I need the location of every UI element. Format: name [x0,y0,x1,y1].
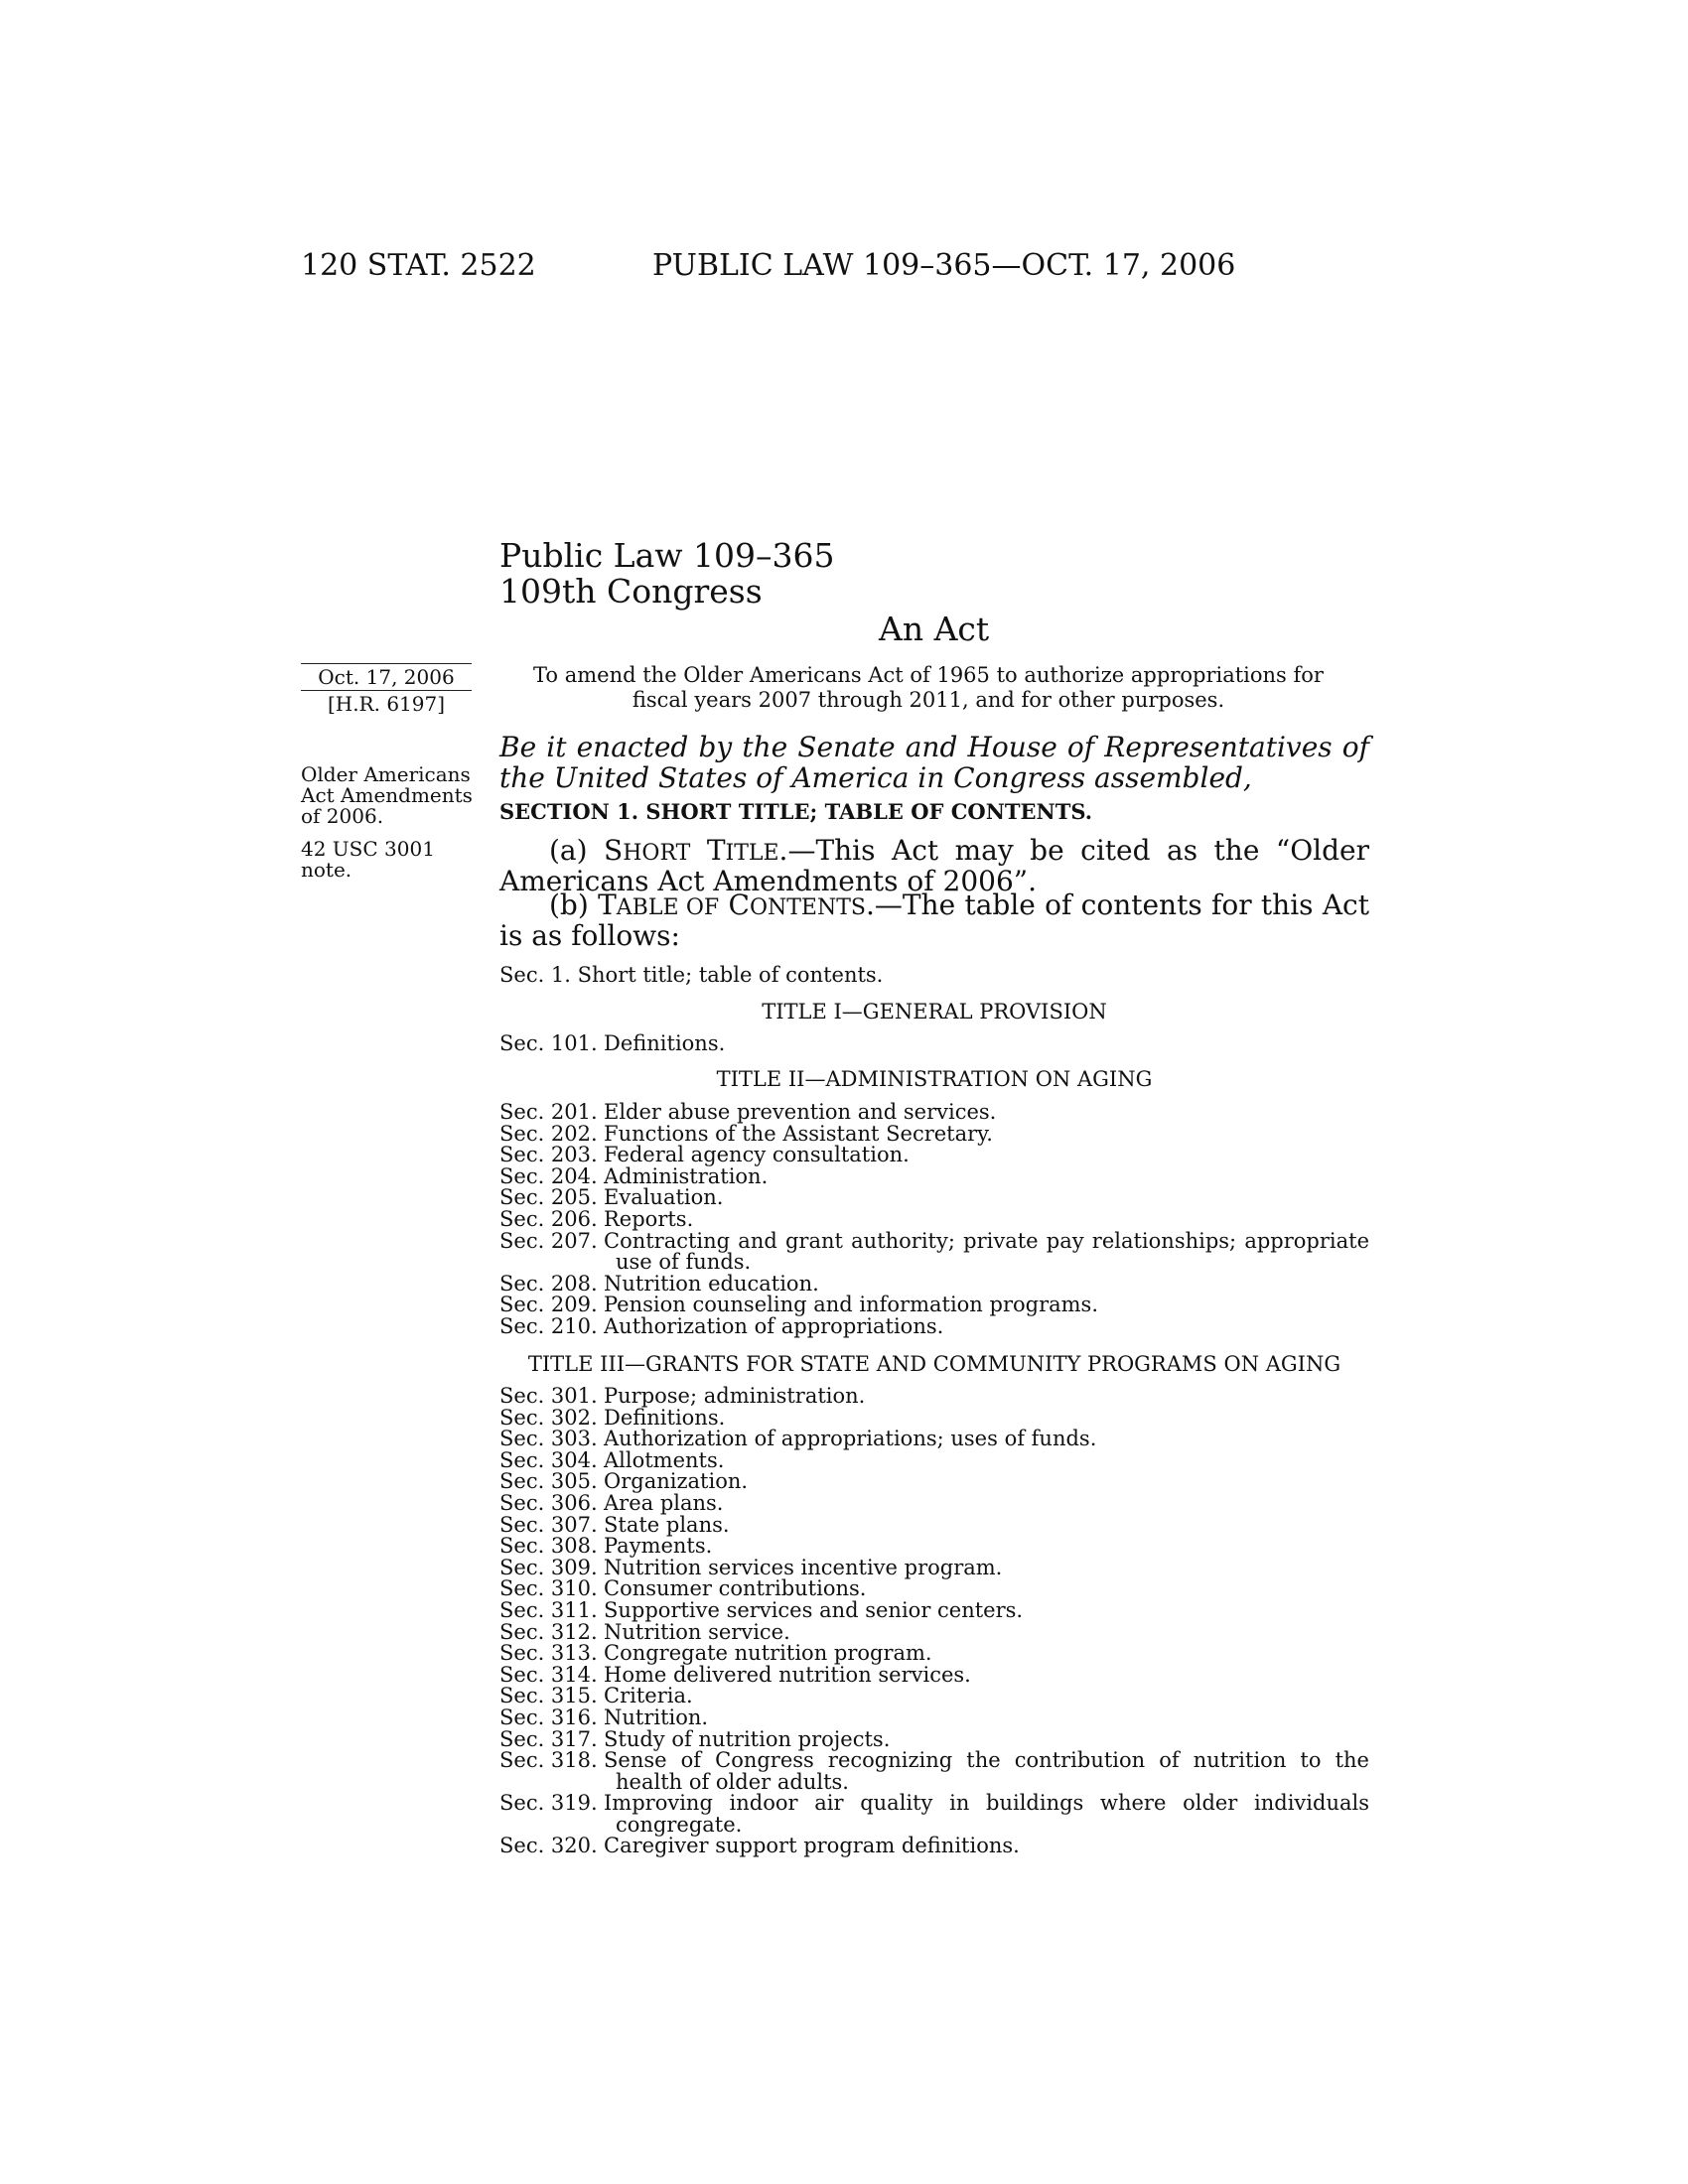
public-law-number: Public Law 109–365 [499,536,835,575]
toc-entry-number: Sec. 201. [499,1100,598,1124]
toc-entry [499,1228,1369,1275]
para-a-heading-rest-2: ITLE [725,841,779,866]
toc-entry-title: Supportive services and senior centers. [604,1597,1024,1622]
toc-entry-title: Evaluation. [604,1185,724,1210]
toc-entry [499,1750,1369,1793]
toc-entry [499,1102,1369,1124]
toc-section-1: Sec. 1. Short title; table of contents. [499,963,884,987]
toc-entry [499,1707,1369,1729]
toc-entry-title: Authorization of appropriations; uses of funds. [604,1427,1097,1451]
toc-entry [499,1836,1369,1857]
toc-entry-title: Home delivered nutrition services. [604,1662,971,1687]
toc-entry-number: Sec. 310. [499,1576,598,1601]
toc-entry-title: Organization. [604,1469,749,1494]
toc-entry-number: Sec. 317. [499,1726,598,1751]
toc-entry [499,1726,1369,1751]
para-a-text: .—This Act may be cited as the “Older Americans Act Amendments of 2006”. [499,834,1370,897]
toc-entry-title: Nutrition. [604,1705,709,1729]
toc-entry-title: Congregate nutrition program. [604,1641,932,1666]
toc-entry-title: Area plans. [604,1490,724,1515]
toc-entry-number: Sec. 311. [499,1597,598,1622]
toc-entry [499,1793,1369,1836]
toc-entry-number: Sec. 208. [499,1271,598,1296]
toc-entry-title: Pension counseling and information programs. [604,1293,1098,1317]
toc-entry-title: Nutrition education. [604,1271,819,1296]
toc-entry-number: Sec. 301. [499,1384,598,1408]
toc-entry [499,1447,1369,1472]
toc-entry [499,1643,1369,1665]
toc-entry [499,1597,1369,1622]
toc-entry [499,1555,1369,1579]
congress-number: 109th Congress [499,572,763,611]
toc-entry-number: Sec. 316. [499,1705,598,1729]
toc-entry-number: Sec. 308. [499,1534,598,1559]
toc-entry [499,1313,1369,1338]
toc-title-3-heading: TITLE III—GRANTS FOR STATE AND COMMUNITY PROGRAMS ON AGING [527,1352,1341,1376]
toc-entry-number: Sec. 315. [499,1684,598,1708]
toc-entry-title: Administration. [604,1163,769,1188]
toc-entry [499,1386,1369,1408]
toc-entry-number: Sec. 207. [499,1228,598,1253]
enactment-date: Oct. 17, 2006 [301,663,472,689]
toc-entry [499,1121,1369,1146]
toc-entry-number: Sec. 307. [499,1512,598,1537]
toc-entry [499,1512,1369,1537]
toc-entry [499,1619,1369,1644]
toc-entry-title: Sense of Congress recognizing the contribution of nutrition to the health of older adults. [604,1748,1369,1794]
toc-title-2-list [499,1102,1369,1338]
toc-entry-title: Authorization of appropriations. [604,1313,944,1338]
para-b-text: .—The table of contents for this Act is as follows: [499,888,1369,952]
para-b-heading-initial: T [598,888,617,921]
toc-entry-title: Reports. [604,1206,694,1231]
toc-entry-title: Improving indoor air quality in buildings where older individuals congregate. [604,1791,1369,1837]
margin-note-usc: 42 USC 3001 note. [301,837,435,882]
toc-entry [499,1206,1369,1231]
toc-entry-number: Sec. 303. [499,1427,598,1451]
toc-entry [499,1471,1369,1493]
toc-entry [499,1145,1369,1166]
toc-entry-number: Sec. 302. [499,1405,598,1430]
toc-entry-number: Sec. 314. [499,1662,598,1687]
toc-entry-number: Sec. 305. [499,1469,598,1494]
toc-entry [499,1163,1369,1188]
toc-entry-number: Sec. 313. [499,1641,598,1666]
toc-entry [499,1662,1369,1687]
para-b-label: (b) [549,888,589,921]
toc-entry-number: Sec. 312. [499,1619,598,1644]
toc-entry-title: Nutrition service. [604,1619,790,1644]
toc-entry-number: Sec. 206. [499,1206,598,1231]
paragraph-a-short-title [499,834,1370,897]
toc-entry-number: Sec. 210. [499,1313,598,1338]
para-a-heading-initial: S [604,834,624,867]
toc-entry-number: Sec. 209. [499,1293,598,1317]
enacting-clause: Be it enacted by the Senate and House of Representatives of the United States of America in Congress assembled, [499,731,1369,794]
toc-entry-number: Sec. 202. [499,1121,598,1146]
para-b-heading-initial-2: C [728,888,750,921]
act-purpose: To amend the Older Americans Act of 1965 to authorize appropriations for fiscal years 2007 through 2011, and for other purposes. [533,663,1324,712]
toc-entry-title: Elder abuse prevention and services. [604,1100,997,1124]
running-head: PUBLIC LAW 109–365—OCT. 17, 2006 [652,248,1236,283]
margin-note-short-title: Older Americans Act Amendments of 2006. [301,762,473,828]
toc-entry-title: Consumer contributions. [604,1576,867,1601]
section-1-heading: SECTION 1. SHORT TITLE; TABLE OF CONTENTS. [499,799,1093,824]
toc-entry [499,1271,1369,1296]
toc-entry-number: Sec. 309. [499,1555,598,1579]
toc-title-2-heading: TITLE II—ADMINISTRATION ON AGING [716,1067,1153,1091]
toc-entry-title: Nutrition services incentive program. [604,1555,1003,1579]
toc-entry [499,1033,1369,1055]
toc-entry-number: Sec. 101. [499,1031,598,1055]
para-a-label: (a) [549,834,588,867]
toc-entry [499,1536,1369,1558]
toc-entry-number: Sec. 204. [499,1163,598,1188]
toc-entry [499,1295,1369,1316]
act-label: An Act [879,610,990,648]
toc-entry [499,1429,1369,1450]
para-b-heading-rest: ABLE OF [616,895,720,920]
toc-entry [499,1490,1369,1515]
para-a-heading-rest: HORT [623,841,691,866]
toc-entry-title: Purpose; administration. [604,1384,866,1408]
toc-entry-number: Sec. 318. [499,1748,598,1773]
toc-title-1-list [499,1033,1369,1055]
toc-entry-number: Sec. 319. [499,1791,598,1816]
toc-entry-title: Study of nutrition projects. [604,1726,891,1751]
para-a-heading-initial-2: T [706,834,726,867]
toc-entry-title: Caregiver support program definitions. [604,1834,1020,1858]
toc-entry-number: Sec. 205. [499,1185,598,1210]
toc-entry-title: Definitions. [604,1405,726,1430]
toc-entry [499,1187,1369,1209]
toc-entry-title: Contracting and grant authority; private pay relationships; appropriate use of funds. [604,1228,1369,1275]
toc-title-3-list [499,1386,1369,1857]
toc-entry-number: Sec. 320. [499,1834,598,1858]
toc-entry-title: Allotments. [604,1447,725,1472]
paragraph-b-table-of-contents [499,888,1369,952]
toc-entry-title: Criteria. [604,1684,693,1708]
para-b-heading-rest-2: ONTENTS [749,895,866,920]
toc-entry-number: Sec. 203. [499,1143,598,1167]
toc-title-1-heading: TITLE I—GENERAL PROVISION [762,1000,1107,1024]
toc-entry-number: Sec. 304. [499,1447,598,1472]
toc-entry [499,1686,1369,1707]
toc-entry-title: Functions of the Assistant Secretary. [604,1121,993,1146]
toc-entry-title: Federal agency consultation. [604,1143,910,1167]
toc-entry [499,1578,1369,1600]
toc-entry-title: Payments. [604,1534,713,1559]
toc-entry-title: Definitions. [604,1031,726,1055]
page-stat-number: 120 STAT. 2522 [301,248,536,283]
bill-number: [H.R. 6197] [301,690,472,716]
toc-entry-number: Sec. 306. [499,1490,598,1515]
toc-entry [499,1405,1369,1430]
toc-entry-title: State plans. [604,1512,730,1537]
